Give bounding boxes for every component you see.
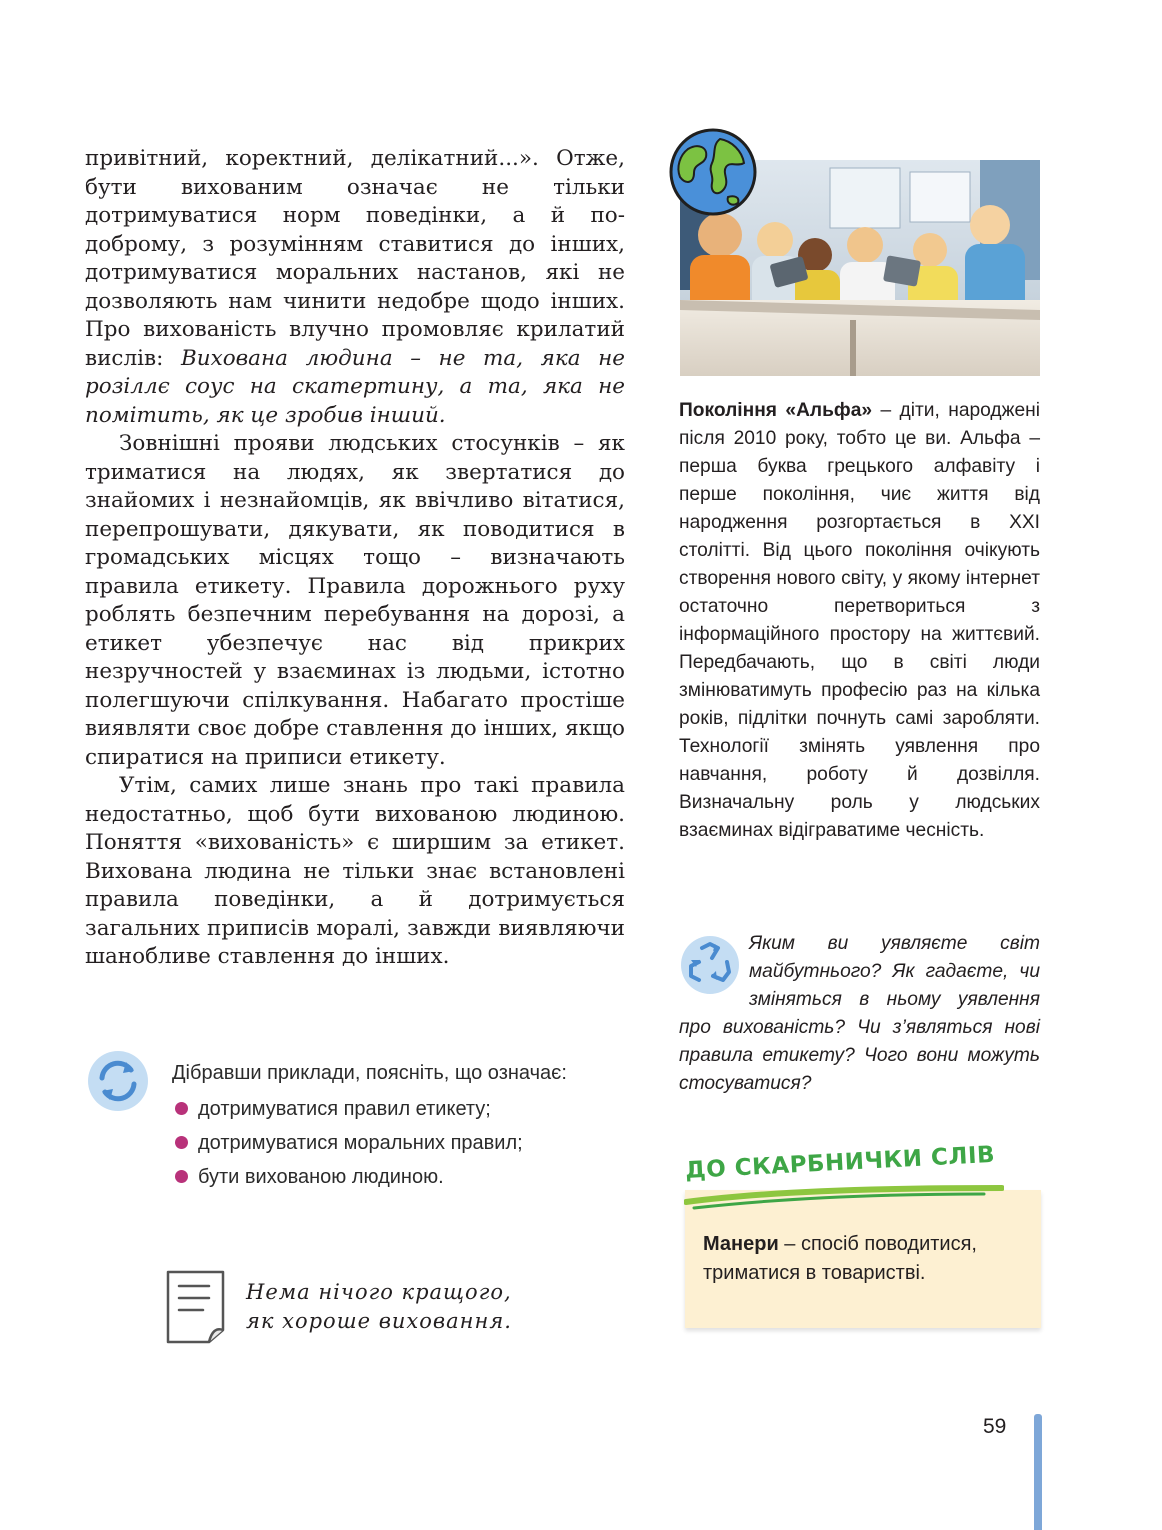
green-underline-stroke	[684, 1184, 1004, 1210]
bullet-icon	[175, 1102, 188, 1115]
paragraph-2: Зовнішні прояви людських стосунків – як триматися на людях, як звертатися до знайомих і незнайомців, як ввічливо вітатися, перепрошувати, дякувати, як поводитися в громадських місцях тощо – визначають правила етикету. Правила дорожнього руху роблять безпечним перебування на дорозі, а етикет убезпечує нас від прикрих незручностей у взаєминах із людьми, істотно полегшуючи спілкування. Набагато простіше виявляти своє добре ставлення до інших, якщо спиратися на приписи етикету.	[85, 431, 625, 770]
main-text	[85, 145, 625, 972]
note-page-icon	[163, 1268, 233, 1346]
paragraph-1-text: привітний, коректний, делікатний...». Отже, бути вихованим означає не тільки дотримуватися норм поведінки, а й по-доброму, з розумінням ставитися до інших, дотримуватися моральних настанов, які не дозволяють нам чинити недобре щодо інших. Про вихованість влучно промовляє крилатий вислів:	[85, 146, 625, 371]
task-list	[172, 1092, 523, 1194]
paragraph-3: Утім, самих лише знань про такі правила недостатньо, щоб бути вихованою людиною. Поняття «вихованість» є ширшим за етикет. Вихована людина не тільки знає встановлені правила поведінки, а й дотримується загальних приписів моралі, завжди виявляючи шанобливе ставлення до інших.	[85, 773, 625, 969]
bullet-icon	[175, 1170, 188, 1183]
list-item	[172, 1092, 523, 1126]
quote-line-2: як хороше виховання.	[246, 1309, 512, 1333]
bullet-icon	[175, 1136, 188, 1149]
task-intro: Дібравши приклади, поясніть, що означає:	[172, 1062, 567, 1084]
page-number: 59	[983, 1415, 1007, 1438]
list-item-text: бути вихованою людиною.	[198, 1166, 444, 1188]
paragraph-1-quote: Вихована людина – не та, яка не розіллє соус на скатертину, а та, яка не помітить, як це зробив інший.	[85, 345, 625, 428]
paragraph-1	[85, 145, 625, 430]
sidebar-term: Покоління «Альфа»	[679, 400, 873, 421]
globe-icon	[668, 127, 758, 217]
vocabulary-definition-text: – спосіб поводитися, триматися в товаристві.	[703, 1233, 977, 1284]
sidebar-text	[679, 397, 1040, 845]
question-text-block	[679, 930, 1040, 1098]
vocabulary-card	[685, 1190, 1041, 1328]
question-block	[679, 930, 1041, 1100]
quote-block	[163, 1268, 583, 1348]
quote-line-1: Нема нічого кращого,	[246, 1280, 512, 1304]
vocabulary-title: ДО СКАРБНИЧКИ СЛІВ	[684, 1141, 996, 1184]
list-item	[172, 1160, 523, 1194]
refresh-arrows-icon	[85, 1048, 151, 1114]
vocabulary-definition	[703, 1230, 1033, 1288]
sidebar-paragraph	[679, 397, 1040, 845]
list-item	[172, 1126, 523, 1160]
quote-text	[246, 1278, 512, 1336]
page-edge-bar	[1034, 1414, 1042, 1530]
question-text: Яким ви уявляєте світ майбутнього? Як гадаєте, чи зміняться в ньому уявлення про вихованість? Чи з’являться нові правила етикету? Чого вони можуть стосуватися?	[679, 933, 1040, 1094]
list-item-text: дотримуватися моральних правил;	[198, 1132, 523, 1154]
list-item-text: дотримуватися правил етикету;	[198, 1098, 491, 1120]
vocabulary-term: Манери	[703, 1233, 779, 1255]
sidebar-description: – діти, народжені після 2010 року, тобто це ви. Альфа – перша буква грецького алфавіту і перше покоління, чиє життя від народження розгортається в XXI столітті. Від цього покоління очікують створення нового світу, у якому інтернет остаточно перетвориться з інформаційного простору на життєвий. Передбачають, що в світі люди змінюватимуть професію раз на кілька років, підлітки почнуть самі заробляти. Технології змінять уявлення про навчання, роботу й дозвілля. Визначальну роль у людських взаєминах відіграватиме чесність.	[679, 400, 1040, 841]
